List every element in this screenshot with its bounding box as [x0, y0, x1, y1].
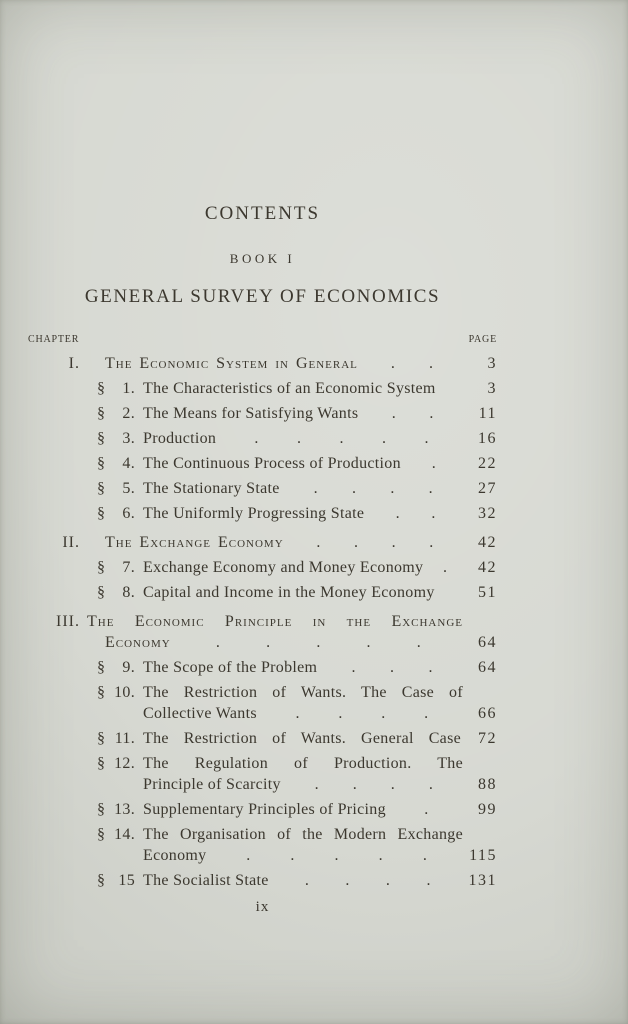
- entry-number: [97, 503, 135, 524]
- section-number: 1.: [122, 380, 135, 397]
- leader-dot: .: [385, 872, 391, 889]
- entry-title-line: [143, 378, 497, 399]
- toc-section-entry: [28, 824, 497, 866]
- entry-number: [97, 753, 135, 774]
- entry-number: [97, 478, 135, 499]
- section-mark-icon: §: [97, 405, 106, 422]
- entry-number: [97, 728, 135, 749]
- entry-page-number: 131: [468, 872, 497, 889]
- contents-column: [28, 0, 497, 916]
- section-number: 7.: [122, 559, 135, 576]
- toc-chapter-entry: [28, 353, 497, 374]
- entry-title-line1: The Restriction of Wants. The Case of: [143, 684, 463, 701]
- entry-title: The Exchange Economy: [105, 534, 284, 551]
- section-mark-icon: §: [97, 730, 106, 747]
- entry-title-line: [143, 503, 497, 524]
- leader-dots: [317, 657, 467, 678]
- toc-section-entry: [28, 657, 497, 678]
- leader-dot: .: [316, 534, 322, 551]
- section-number: 10.: [114, 684, 135, 701]
- leader-dots: [284, 532, 467, 553]
- leader-dot: .: [366, 634, 372, 651]
- section-mark-icon: §: [97, 455, 106, 472]
- section-mark-icon: §: [97, 826, 106, 843]
- section-number: 12.: [114, 755, 135, 772]
- leader-dots: [216, 428, 467, 449]
- leader-dot: .: [424, 705, 429, 722]
- section-number: 15: [118, 872, 135, 889]
- entry-number: [97, 657, 135, 678]
- entry-number: [97, 799, 135, 820]
- entry-content: [87, 353, 497, 374]
- chapter-column-label: CHAPTER: [28, 334, 80, 345]
- entry-number: [97, 870, 135, 891]
- leader-dot: .: [314, 776, 319, 793]
- toc-list: [28, 353, 497, 891]
- entry-page-number: 3: [487, 380, 497, 397]
- entry-page-number: 42: [478, 559, 497, 576]
- section-number: 13.: [114, 801, 135, 818]
- entry-page-number: 11: [478, 405, 497, 422]
- entry-title-line: [143, 403, 497, 424]
- entry-content: [143, 478, 497, 499]
- leader-dot: .: [351, 659, 356, 676]
- entry-content: [143, 657, 497, 678]
- leader-dot: .: [390, 355, 396, 372]
- section-mark-icon: §: [97, 480, 106, 497]
- entry-content: [143, 557, 497, 578]
- entry-number: [97, 582, 135, 603]
- toc-section-entry: [28, 453, 497, 474]
- entry-title: Economy: [143, 847, 207, 864]
- entry-title: Exchange Economy and Money Economy: [143, 559, 424, 576]
- entry-title-line: [87, 353, 497, 374]
- entry-content: [87, 611, 497, 653]
- entry-page-number: 27: [478, 480, 497, 497]
- entry-title: Supplementary Principles of Pricing: [143, 801, 386, 818]
- section-mark-icon: §: [97, 559, 106, 576]
- leader-dots: [423, 557, 467, 578]
- entry-page-number: 99: [478, 801, 497, 818]
- folio-page-number: ix: [255, 899, 270, 915]
- entry-title: Capital and Income in the Money Economy: [143, 584, 435, 601]
- leader-dot: .: [378, 847, 383, 864]
- leader-dot: .: [381, 705, 386, 722]
- toc-section-entry: [28, 478, 497, 499]
- section-number: 8.: [122, 584, 135, 601]
- leader-dot: .: [416, 634, 422, 651]
- leader-dot: .: [316, 634, 322, 651]
- entry-title: Principle of Scarcity: [143, 776, 281, 793]
- entry-content: [143, 503, 497, 524]
- entry-title: The Socialist State: [143, 872, 269, 889]
- entry-title-line: [143, 582, 497, 603]
- toc-section-entry: [28, 582, 497, 603]
- toc-section-entry: [28, 403, 497, 424]
- leader-dot: .: [345, 872, 350, 889]
- entry-content: [143, 428, 497, 449]
- entry-number: [97, 428, 135, 449]
- section-number: 9.: [122, 659, 135, 676]
- leader-dot: .: [395, 505, 400, 522]
- column-labels: [28, 334, 497, 345]
- page-title: CONTENTS: [204, 203, 321, 224]
- leader-dots: [206, 845, 467, 866]
- entry-title-line: [143, 774, 497, 795]
- leader-dot: .: [422, 847, 428, 864]
- leader-dots: [436, 378, 467, 399]
- entry-title: The Restriction of Wants. General Case: [143, 730, 461, 747]
- leader-dot: .: [295, 705, 300, 722]
- leader-dot: .: [254, 430, 259, 447]
- leader-dot: .: [428, 776, 434, 793]
- leader-dot: .: [296, 430, 302, 447]
- entry-content: [143, 799, 497, 820]
- book-title-heading: GENERAL SURVEY OF ECONOMICS: [84, 286, 441, 307]
- entry-title-line1: The Economic Principle in the Exchange: [87, 613, 463, 630]
- leader-dot: .: [352, 776, 358, 793]
- entry-title: The Means for Satisfying Wants: [143, 405, 359, 422]
- entry-title-line: [143, 428, 497, 449]
- toc-section-entry: [28, 870, 497, 891]
- entry-title: Economy: [105, 634, 171, 651]
- leader-dot: .: [339, 430, 344, 447]
- leader-dot: .: [424, 430, 429, 447]
- leader-dots: [358, 353, 467, 374]
- entry-page-number: 88: [478, 776, 497, 793]
- section-mark-icon: §: [97, 755, 106, 772]
- entry-number: II.: [62, 534, 80, 551]
- entry-title-line: [143, 657, 497, 678]
- section-mark-icon: §: [97, 659, 106, 676]
- section-number: 2.: [122, 405, 135, 422]
- entry-title-line: [143, 870, 497, 891]
- leader-dot: .: [443, 559, 448, 576]
- entry-page-number: 16: [478, 430, 497, 447]
- leader-dot: .: [353, 534, 359, 551]
- leader-dot: .: [424, 801, 429, 818]
- leader-dot: .: [429, 534, 435, 551]
- leader-dot: .: [338, 705, 343, 722]
- entry-content: [143, 870, 497, 891]
- book-heading: BOOK I: [229, 251, 296, 266]
- entry-content: [87, 532, 497, 553]
- entry-page-number: 32: [478, 505, 497, 522]
- leader-dot: .: [215, 634, 221, 651]
- leader-dot: .: [391, 534, 397, 551]
- toc-section-entry: [28, 378, 497, 399]
- leader-dot: .: [429, 405, 434, 422]
- entry-number: I.: [68, 355, 80, 372]
- entry-title-line: [143, 799, 497, 820]
- entry-page-number: 115: [469, 847, 497, 864]
- toc-section-entry: [28, 503, 497, 524]
- entry-title: The Economic System in General: [105, 355, 358, 372]
- leader-dot: .: [428, 659, 433, 676]
- toc-section-entry: [28, 428, 497, 449]
- entry-number: [97, 403, 135, 424]
- leader-dot: .: [428, 480, 433, 497]
- entry-number: [97, 824, 135, 845]
- entry-title: Collective Wants: [143, 705, 257, 722]
- entry-title: The Uniformly Progressing State: [143, 505, 365, 522]
- entry-title-line: [143, 453, 497, 474]
- entry-title: The Scope of the Problem: [143, 659, 318, 676]
- leader-dots: [281, 774, 467, 795]
- section-number: 5.: [122, 480, 135, 497]
- leader-dots: [435, 582, 467, 603]
- entry-page-number: 64: [478, 634, 497, 651]
- entry-number: [97, 378, 135, 399]
- entry-content: [143, 582, 497, 603]
- entry-title: The Characteristics of an Economic System: [143, 380, 436, 397]
- toc-section-entry: [28, 728, 497, 749]
- entry-content: [143, 378, 497, 399]
- section-mark-icon: §: [97, 430, 106, 447]
- toc-section-entry: [28, 682, 497, 724]
- leader-dot: .: [334, 847, 339, 864]
- section-number: 14.: [114, 826, 135, 843]
- toc-chapter-entry: [28, 611, 497, 653]
- entry-title-line: [143, 478, 497, 499]
- entry-title: The Continuous Process of Production: [143, 455, 401, 472]
- section-number: 6.: [122, 505, 135, 522]
- leader-dot: .: [431, 505, 436, 522]
- leader-dot: .: [266, 634, 272, 651]
- section-mark-icon: §: [97, 801, 106, 818]
- leader-dot: .: [431, 455, 437, 472]
- leader-dots: [280, 478, 467, 499]
- leader-dot: .: [381, 430, 387, 447]
- leader-dots: [171, 632, 467, 653]
- leader-dot: .: [313, 480, 318, 497]
- section-number: 3.: [122, 430, 135, 447]
- entry-content: [143, 824, 497, 866]
- entry-number: [97, 453, 135, 474]
- toc-chapter-entry: [28, 532, 497, 553]
- leader-dots: [386, 799, 467, 820]
- entry-title-line: [87, 632, 497, 653]
- leader-dots: [269, 870, 467, 891]
- entry-title-line: [87, 532, 497, 553]
- leader-dots: [364, 503, 467, 524]
- section-mark-icon: §: [97, 505, 106, 522]
- leader-dots: [401, 453, 467, 474]
- leader-dots: [257, 703, 467, 724]
- leader-dot: .: [304, 872, 310, 889]
- toc-section-entry: [28, 799, 497, 820]
- entry-title-line: [143, 703, 497, 724]
- entry-title-line: [143, 728, 497, 749]
- entry-content: [143, 682, 497, 724]
- leader-dot: .: [290, 847, 295, 864]
- entry-content: [143, 753, 497, 795]
- leader-dot: .: [426, 872, 431, 889]
- section-number: 11.: [114, 730, 135, 747]
- entry-page-number: 51: [478, 584, 497, 601]
- leader-dots: [358, 403, 467, 424]
- entry-title: The Stationary State: [143, 480, 280, 497]
- leader-dot: .: [389, 659, 395, 676]
- leader-dot: .: [390, 480, 395, 497]
- entry-page-number: 64: [478, 659, 497, 676]
- section-mark-icon: §: [97, 684, 106, 701]
- entry-page-number: 42: [478, 534, 497, 551]
- section-number: 4.: [122, 455, 135, 472]
- leader-dot: .: [246, 847, 251, 864]
- entry-page-number: 22: [478, 455, 497, 472]
- entry-title: Production: [143, 430, 217, 447]
- toc-section-entry: [28, 557, 497, 578]
- entry-content: [143, 453, 497, 474]
- entry-content: [143, 728, 497, 749]
- entry-number: [97, 682, 135, 703]
- leader-dot: .: [428, 355, 434, 372]
- leader-dot: .: [390, 776, 396, 793]
- entry-title-line: [143, 557, 497, 578]
- entry-content: [143, 403, 497, 424]
- entry-number: [97, 557, 135, 578]
- section-mark-icon: §: [97, 380, 106, 397]
- entry-number: III.: [56, 613, 80, 630]
- leader-dot: .: [391, 405, 397, 422]
- section-mark-icon: §: [97, 584, 106, 601]
- leader-dot: .: [351, 480, 357, 497]
- entry-title-line1: The Regulation of Production. The: [143, 755, 463, 772]
- toc-section-entry: [28, 753, 497, 795]
- entry-title-line1: The Organisation of the Modern Exchange: [143, 826, 463, 843]
- page-column-label: PAGE: [468, 334, 497, 345]
- entry-title-line: [143, 845, 497, 866]
- entry-page-number: 72: [478, 730, 497, 747]
- section-mark-icon: §: [97, 872, 106, 889]
- entry-page-number: 66: [478, 705, 497, 722]
- entry-page-number: 3: [487, 355, 497, 372]
